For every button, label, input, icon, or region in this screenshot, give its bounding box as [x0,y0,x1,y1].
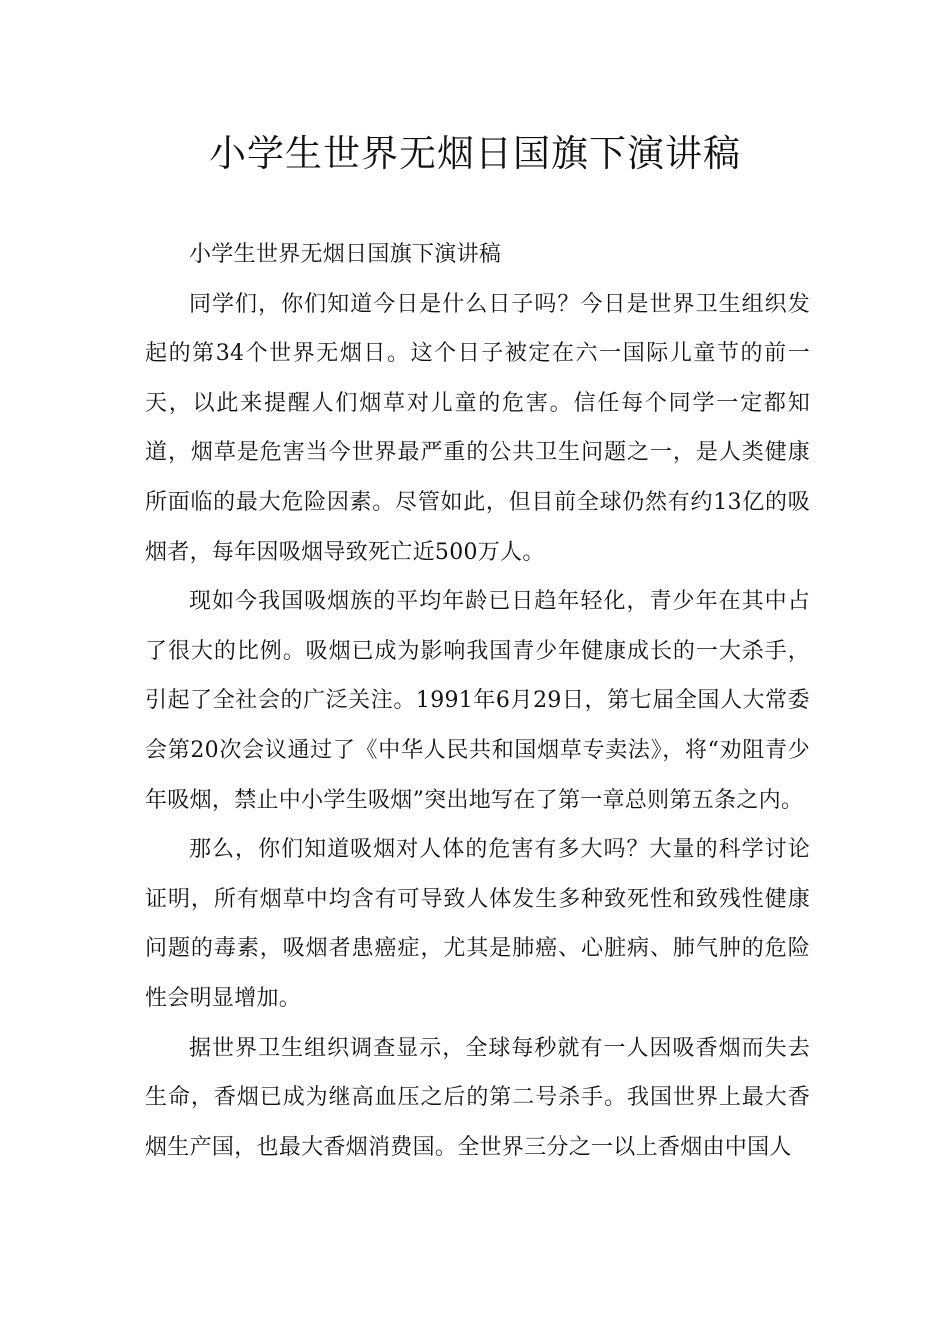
paragraph: 同学们，你们知道今日是什么日子吗？今日是世界卫生组织发起的第34个世界无烟日。这个日子被定在六一国际儿童节的前一天，以此来提醒人们烟草对儿童的危害。信任每个同学一定都知道，烟草是危害当今世界最严重的公共卫生问题之一，是人类健康所面临的最大危险因素。尽管如此，但目前全球仍然有约13亿的吸烟者，每年因吸烟导致死亡近500万人。 [145,291,810,565]
paragraph-subtitle: 小学生世界无烟日国旗下演讲稿 [189,242,502,267]
document-title: 小学生世界无烟日国旗下演讲稿 [209,132,741,175]
document-body [145,230,810,1172]
paragraph: 现如今我国吸烟族的平均年龄已日趋年轻化，青少年在其中占了很大的比例。吸烟已成为影响我国青少年健康成长的一大杀手，引起了全社会的广泛关注。1991年6月29日，第七届全国人大常委会第20次会议通过了《中华人民共和国烟草专卖法》，将“劝阻青少年吸烟，禁止中小学生吸烟”突出地写在了第一章总则第五条之内。 [145,589,810,813]
paragraph: 那么，你们知道吸烟对人体的危害有多大吗？大量的科学讨论证明，所有烟草中均含有可导致人体发生多种致死性和致残性健康问题的毒素，吸烟者患癌症，尤其是肺癌、心脏病、肺气肿的危险性会明显增加。 [145,837,810,1011]
paragraph: 据世界卫生组织调查显示，全球每秒就有一人因吸香烟而失去生命，香烟已成为继高血压之后的第二号杀手。我国世界上最大香烟生产国，也最大香烟消费国。全世界三分之一以上香烟由中国人 [145,1035,810,1160]
